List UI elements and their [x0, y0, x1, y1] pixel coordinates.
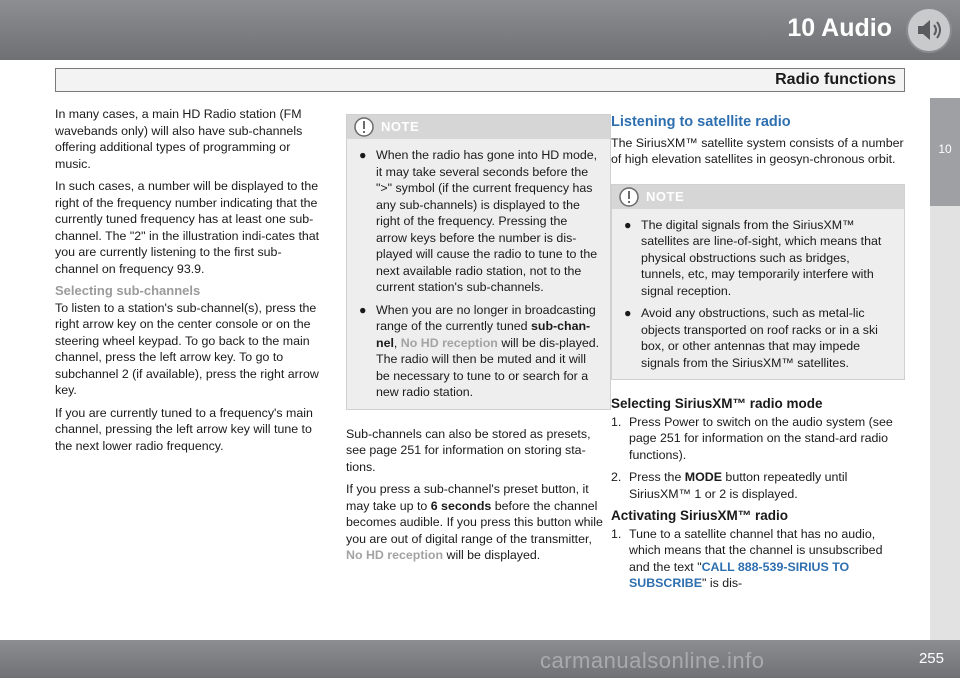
subhead-selecting-subchannels: Selecting sub-channels [55, 283, 201, 298]
note-header [612, 185, 904, 209]
note-label: NOTE [381, 119, 420, 134]
display-text-no-hd: No HD reception [400, 335, 498, 350]
column-left [55, 106, 323, 460]
side-strip [930, 206, 960, 640]
display-text-no-hd: No HD reception [346, 548, 444, 562]
bullet-icon: ● [624, 217, 632, 232]
note-item [624, 305, 894, 371]
page-number: 255 [918, 650, 944, 667]
display-text-call: CALL 888-539-SIRIUS TO SUBSCRIBE [629, 559, 850, 590]
steps-select-mode [611, 414, 905, 503]
step-text: Press the [629, 470, 685, 484]
paragraph-subchannel-number: In such cases, a number will be displayed to the right of the frequency number indicating that the currently tuned frequency has at least one sub-channel. The "2" in the illustration indi-cates that you are currently listening to the first sub-channel on frequency 93.9. [55, 179, 320, 276]
chapter-tab-number: 10 [938, 142, 952, 156]
paragraph-preset-delay [346, 481, 611, 564]
heading-satellite-radio: Listening to satellite radio [611, 114, 791, 130]
note-item [359, 302, 600, 401]
step-number: 1. [611, 414, 622, 429]
subhead-activate: Activating SiriusXM™ radio [611, 508, 789, 523]
text-span: before the channel becomes audible. If you press this button while you are out of digital range of the transmitter, [346, 498, 603, 546]
note-item [624, 217, 894, 300]
step-text: " is dis- [701, 576, 743, 590]
note-item-text: will be dis-played. The radio will then be muted and it will be necessary to tune to or search for a new radio station. [376, 335, 600, 399]
list-item [611, 414, 905, 464]
footer-band [0, 640, 960, 678]
note-box-satellite [611, 184, 905, 381]
note-list [612, 209, 904, 380]
bullet-icon: ● [359, 148, 367, 162]
text-span: If you press a sub-channel's preset button, it may take up to [346, 482, 589, 513]
step-text: Tune to a satellite channel that has no audio, which means that the channel is unsubscribed and the text " [629, 526, 883, 574]
paragraph-satellite-system: The SiriusXM™ satellite system consists of a number of high elevation satellites in geosyn-chronous orbit. [611, 135, 904, 166]
subhead-select-mode: Selecting SiriusXM™ radio mode [611, 396, 823, 411]
button-name-mode: MODE [684, 470, 722, 484]
bullet-icon: ● [624, 306, 632, 320]
bullet-icon: ● [359, 302, 367, 317]
note-header [347, 115, 610, 139]
note-label: NOTE [646, 188, 685, 204]
paragraph-main-channel: If you are currently tuned to a frequency's main channel, pressing the left arrow key will tune to the next lower radio frequency. [55, 405, 313, 453]
note-item [359, 147, 600, 296]
text-span: will be displayed. [443, 548, 541, 562]
note-item-text: , [393, 335, 401, 350]
note-item-text: When the radio has gone into HD mode, it may take several seconds before the ">" symbol (if the current frequency has any sub-channels) is displayed to the right of the frequency. Pressing the arrow keys before the number is dis-played will cause the radio to tune to the next available radio station, not to the current station's sub-channels. [376, 148, 598, 294]
list-item [611, 469, 905, 502]
step-text: button repeatedly until SiriusXM™ 1 or 2 is displayed. [629, 470, 848, 501]
text-bold: 6 seconds [430, 498, 492, 513]
step-text: Press Power to switch on the audio system (see page 251 for information on the stand-ard radio functions). [629, 414, 893, 462]
column-right [611, 110, 905, 598]
speaker-icon [904, 5, 954, 55]
chapter-title: 10 Audio [787, 14, 892, 42]
note-item-text: When you are no longer in broadcasting range of the currently tuned [376, 302, 596, 333]
chapter-side-tab [930, 98, 960, 206]
section-bar [55, 68, 905, 92]
note-item-text: Avoid any obstructions, such as metal-lic objects transported on roof racks or in a ski box, or other antennas that may impede signals from the SiriusXM™ satellites. [641, 306, 878, 370]
list-item [611, 526, 905, 592]
info-icon [619, 187, 639, 207]
watermark: carmanualsonline.info [540, 648, 765, 673]
note-item-text: The digital signals from the SiriusXM™ satellites are line-of-sight, which means that physical obstructions such as bridges, tunnels, etc, may temporarily interfere with signal reception. [641, 217, 882, 298]
step-number: 2. [611, 470, 622, 484]
note-item-bold: sub-chan-nel [376, 319, 591, 350]
section-title: Radio functions [775, 71, 896, 88]
steps-activate [611, 526, 905, 592]
column-middle [346, 114, 611, 570]
info-icon [354, 117, 374, 137]
paragraph-presets: Sub-channels can also be stored as presets, see page 251 for information on storing sta-tions. [346, 426, 591, 474]
paragraph-hd-subchannels: In many cases, a main HD Radio station (FM wavebands only) will also have sub-channels offering additional types of programming or music. [55, 107, 303, 171]
step-number: 1. [611, 526, 622, 541]
paragraph-select-subchannel: To listen to a station's sub-channel(s), press the right arrow key on the center console or on the steering wheel keypad. To go back to the main channel, press the left arrow key. To go to subchannel 2 (if available), press the right arrow key. [55, 300, 319, 397]
note-list [347, 139, 610, 409]
note-box-hd [346, 114, 611, 410]
